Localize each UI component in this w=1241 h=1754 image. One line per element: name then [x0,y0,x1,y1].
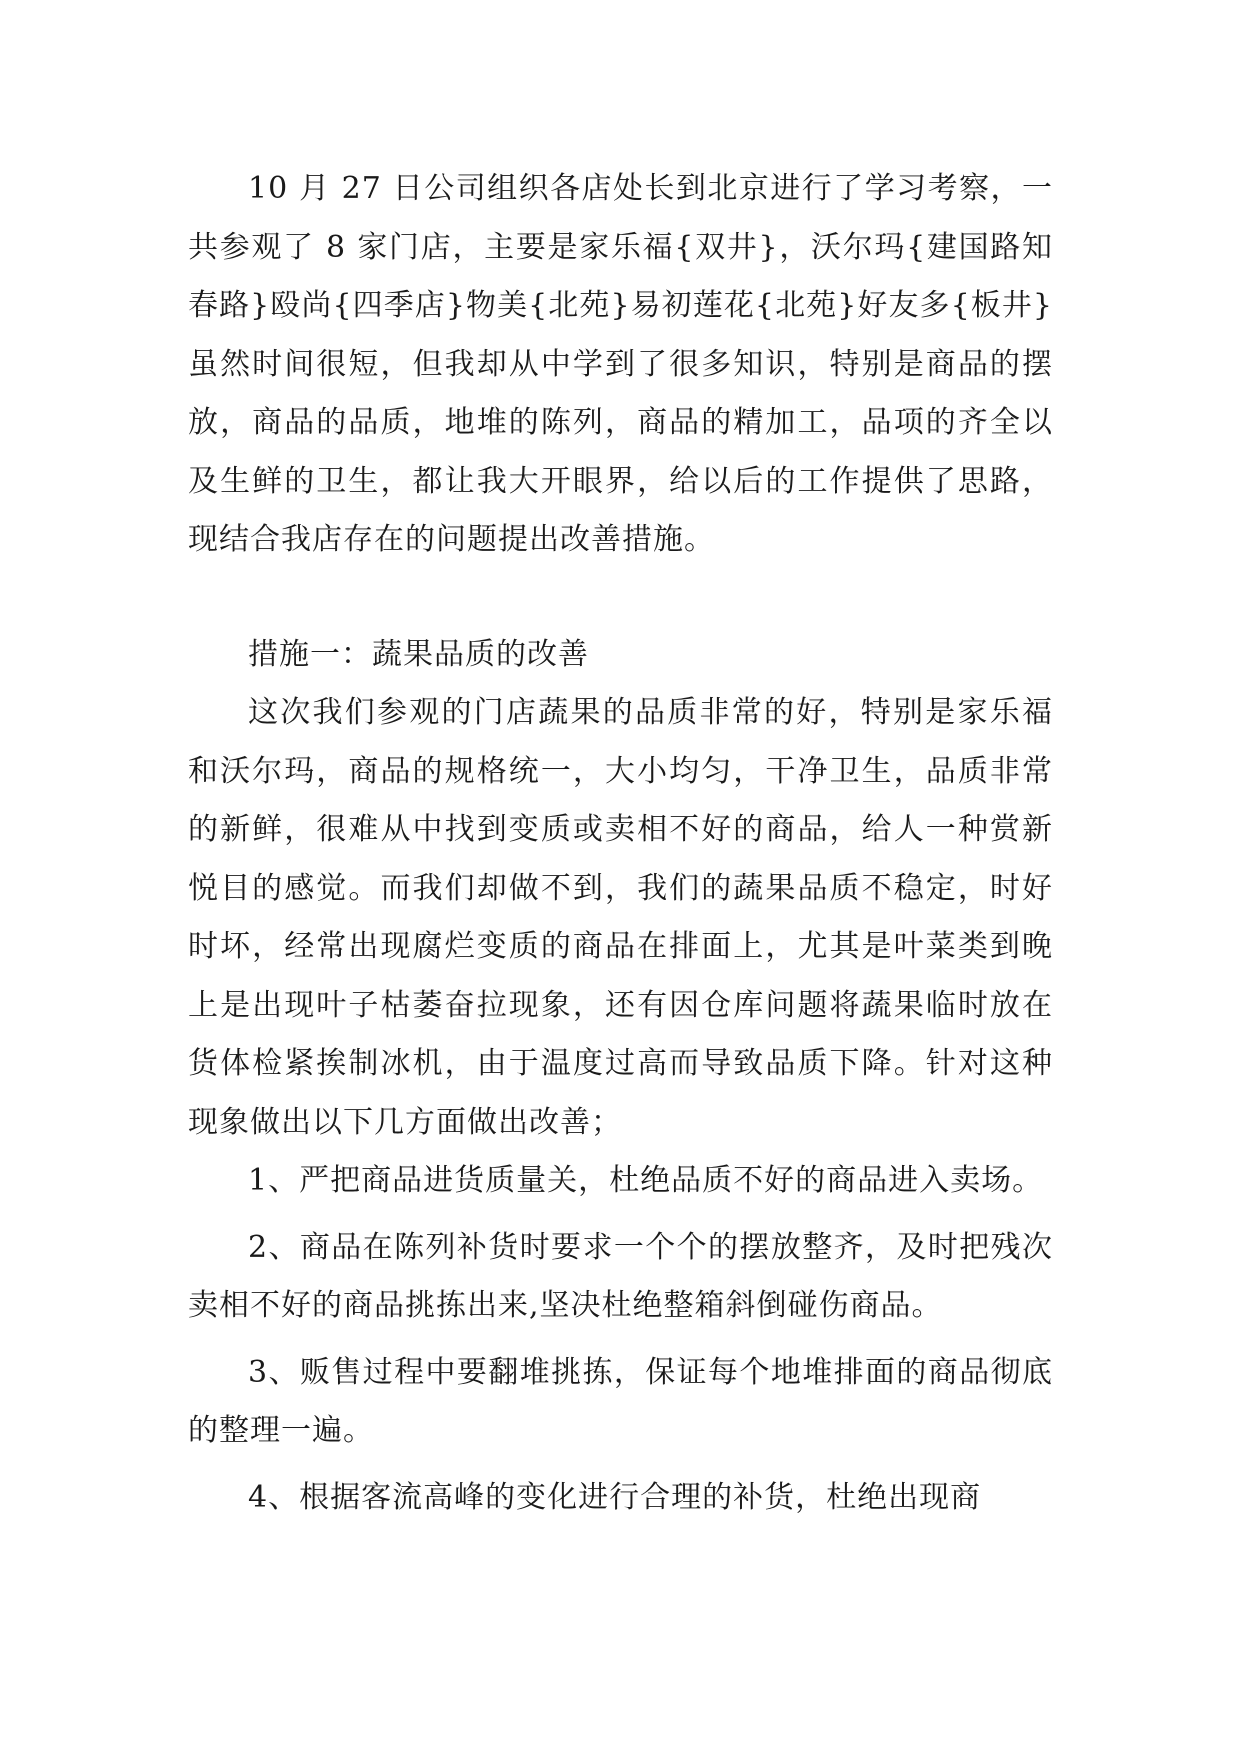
list-item-3: 3、贩售过程中要翻堆挑拣，保证每个地堆排面的商品彻底的整理一遍。 [188,1354,1053,1448]
list-item-2: 2、商品在陈列补货时要求一个个的摆放整齐，及时把残次卖相不好的商品挑拣出来,坚决杜绝整箱斜倒碰伤商品。 [188,1229,1053,1323]
document-page [188,160,1053,1535]
section-body-paragraph: 这次我们参观的门店蔬果的品质非常的好，特别是家乐福和沃尔玛，商品的规格统一，大小均匀，干净卫生，品质非常的新鲜，很难从中找到变质或卖相不好的商品，给人一种赏新悦目的感觉。而我们却做不到，我们的蔬果品质不稳定，时好时坏，经常出现腐烂变质的商品在排面上，尤其是叶菜类到晚上是出现叶子枯萎奋拉现象，还有因仓库问题将蔬果临时放在货体检紧挨制冰机，由于温度过高而导致品质下降。针对这种现象做出以下几方面做出改善； [188,695,1053,1140]
section-title: 措施一：蔬果品质的改善 [248,636,589,672]
intro-paragraph: 10 月 27 日公司组织各店处长到北京进行了学习考察，一共参观了 8 家门店，主要是家乐福{双井}，沃尔玛{建国路知春路}殴尚{四季店}物美{北苑}易初莲花{北苑}好友多{板井}虽然时间很短，但我却从中学到了很多知识，特别是商品的摆放，商品的品质，地堆的陈列，商品的精加工，品项的齐全以及生鲜的卫生，都让我大开眼界，给以后的工作提供了思路，现结合我店存在的问题提出改善措施。 [188,171,1053,557]
list-item-4: 4、根据客流高峰的变化进行合理的补货，杜绝出现商 [248,1479,982,1515]
list-item-1: 1、严把商品进货质量关，杜绝品质不好的商品进入卖场。 [248,1163,1044,1198]
paragraph-gap [188,570,1053,626]
